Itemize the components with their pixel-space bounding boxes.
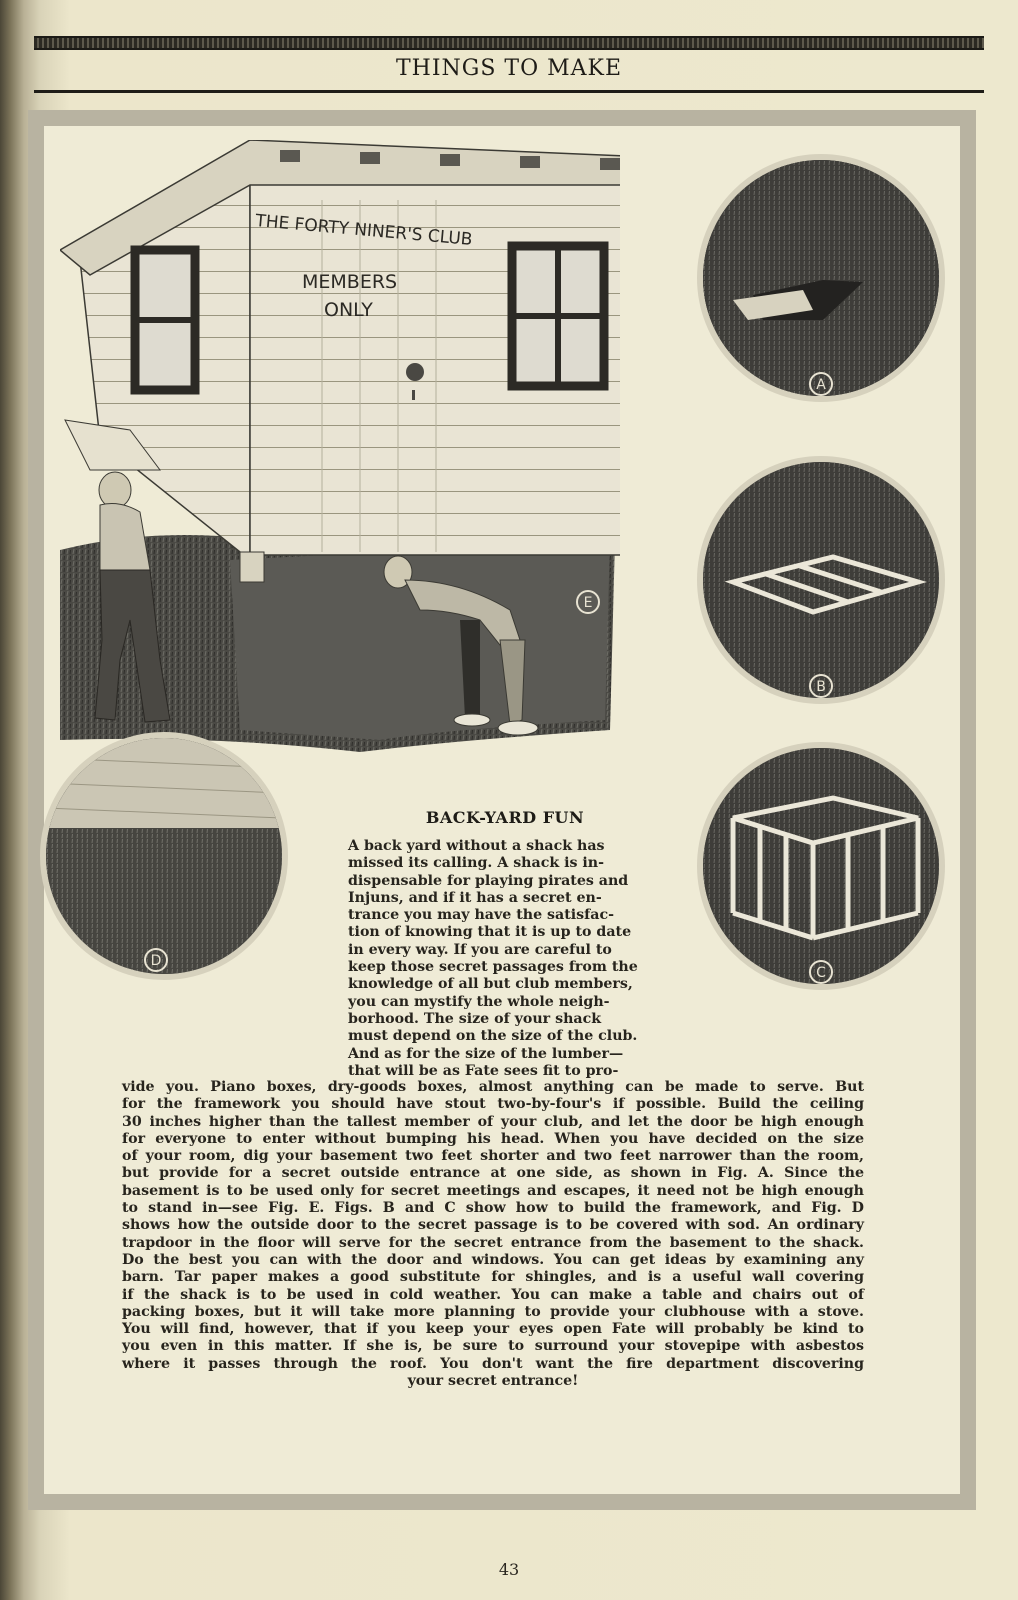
text-line: basement is to be used only for secret meetings and escapes, it need not be high enough bbox=[122, 1182, 864, 1199]
text-line: of your room, dig your basement two feet shorter and two feet narrower than the room, bbox=[122, 1148, 864, 1165]
text-line: dispensable for playing pirates and bbox=[348, 872, 629, 889]
text-line: but provide for a secret outside entrance at one side, as shown in Fig. A. Since the bbox=[122, 1165, 864, 1182]
text-line: packing boxes, but it will take more planning to provide your clubhouse with a stove. bbox=[122, 1303, 864, 1320]
text-line: for everyone to enter without bumping his head. When you have decided on the size bbox=[122, 1130, 864, 1147]
text-line: if the shack is to be used in cold weather. You can make a table and chairs out of bbox=[122, 1286, 864, 1303]
support-post bbox=[240, 552, 264, 582]
text-line: your secret entrance! bbox=[407, 1373, 579, 1390]
text-line: borhood. The size of your shack bbox=[348, 1010, 602, 1027]
figure-d-label: D bbox=[150, 953, 162, 969]
text-line: shows how the outside door to the secret passage is to be covered with sod. An ordinary bbox=[122, 1217, 864, 1234]
text-line: A back yard without a shack has bbox=[348, 838, 605, 854]
text-line: vide you. Piano boxes, dry-goods boxes, almost anything can be made to serve. But bbox=[122, 1079, 864, 1095]
text-line: You will find, however, that if you keep your eyes open Fate will probably be kind to bbox=[122, 1321, 864, 1338]
text-line: you even in this matter. If she is, be sure to surround your stovepipe with asbestos bbox=[122, 1338, 864, 1355]
text-line: And as for the size of the lumber— bbox=[348, 1045, 624, 1062]
door-knob bbox=[406, 363, 424, 381]
article-heading: BACK-YARD FUN bbox=[425, 808, 585, 827]
figure-b-label: B bbox=[816, 679, 826, 695]
figure-b-circle bbox=[697, 456, 945, 704]
members-sign-text: MEMBERS bbox=[302, 271, 398, 293]
top-ornamental-rule bbox=[34, 36, 984, 50]
text-line: missed its calling. A shack is in- bbox=[348, 855, 605, 872]
text-line: Injuns, and if it has a secret en- bbox=[348, 889, 602, 906]
text-line: trance you may have the satisfac- bbox=[348, 907, 614, 924]
text-line: trapdoor in the floor will serve for the secret entrance from the basement to the shack. bbox=[122, 1234, 864, 1251]
article-body bbox=[122, 1079, 864, 1390]
header-underline bbox=[34, 90, 984, 93]
text-line: must depend on the size of the club. bbox=[348, 1028, 638, 1045]
figure-a-label: A bbox=[816, 377, 826, 393]
figure-c-label: C bbox=[816, 965, 826, 981]
text-line: 30 inches higher than the tallest member of your club, and let the door be high enough bbox=[122, 1113, 864, 1130]
page-number: 43 bbox=[498, 1560, 520, 1579]
text-line: knowledge of all but club members, bbox=[348, 976, 633, 993]
figure-a-circle bbox=[697, 154, 945, 402]
text-line: to stand in—see Fig. E. Figs. B and C show how to build the framework, and Fig. D bbox=[122, 1200, 864, 1217]
club-sign-text: THE FORTY NINER'S CLUB bbox=[254, 211, 474, 250]
text-line: where it passes through the roof. You don't want the fire department discovering bbox=[122, 1355, 864, 1372]
text-line: in every way. If you are careful to bbox=[348, 941, 612, 958]
text-line: for the framework you should have stout two-by-four's if possible. Build the ceiling bbox=[122, 1096, 864, 1113]
figure-c-circle bbox=[697, 742, 945, 990]
text-line: keep those secret passages from the bbox=[348, 959, 638, 976]
text-line: Do the best you can with the door and windows. You can get ideas by examining any bbox=[122, 1251, 864, 1268]
page-header-title: THINGS TO MAKE bbox=[395, 56, 623, 81]
text-line: barn. Tar paper makes a good substitute for shingles, and is a useful wall covering bbox=[122, 1269, 864, 1286]
article-intro-column bbox=[348, 838, 648, 1080]
figure-d-circle bbox=[40, 732, 288, 980]
text-line: tion of knowing that it is up to date bbox=[348, 924, 632, 941]
only-sign-text: ONLY bbox=[324, 299, 373, 321]
text-line: you can mystify the whole neigh- bbox=[348, 993, 610, 1010]
figure-e-label: E bbox=[583, 595, 593, 611]
shack-illustration bbox=[60, 140, 620, 760]
text-line: that will be as Fate sees fit to pro- bbox=[348, 1062, 619, 1079]
basement-pit bbox=[230, 540, 610, 740]
